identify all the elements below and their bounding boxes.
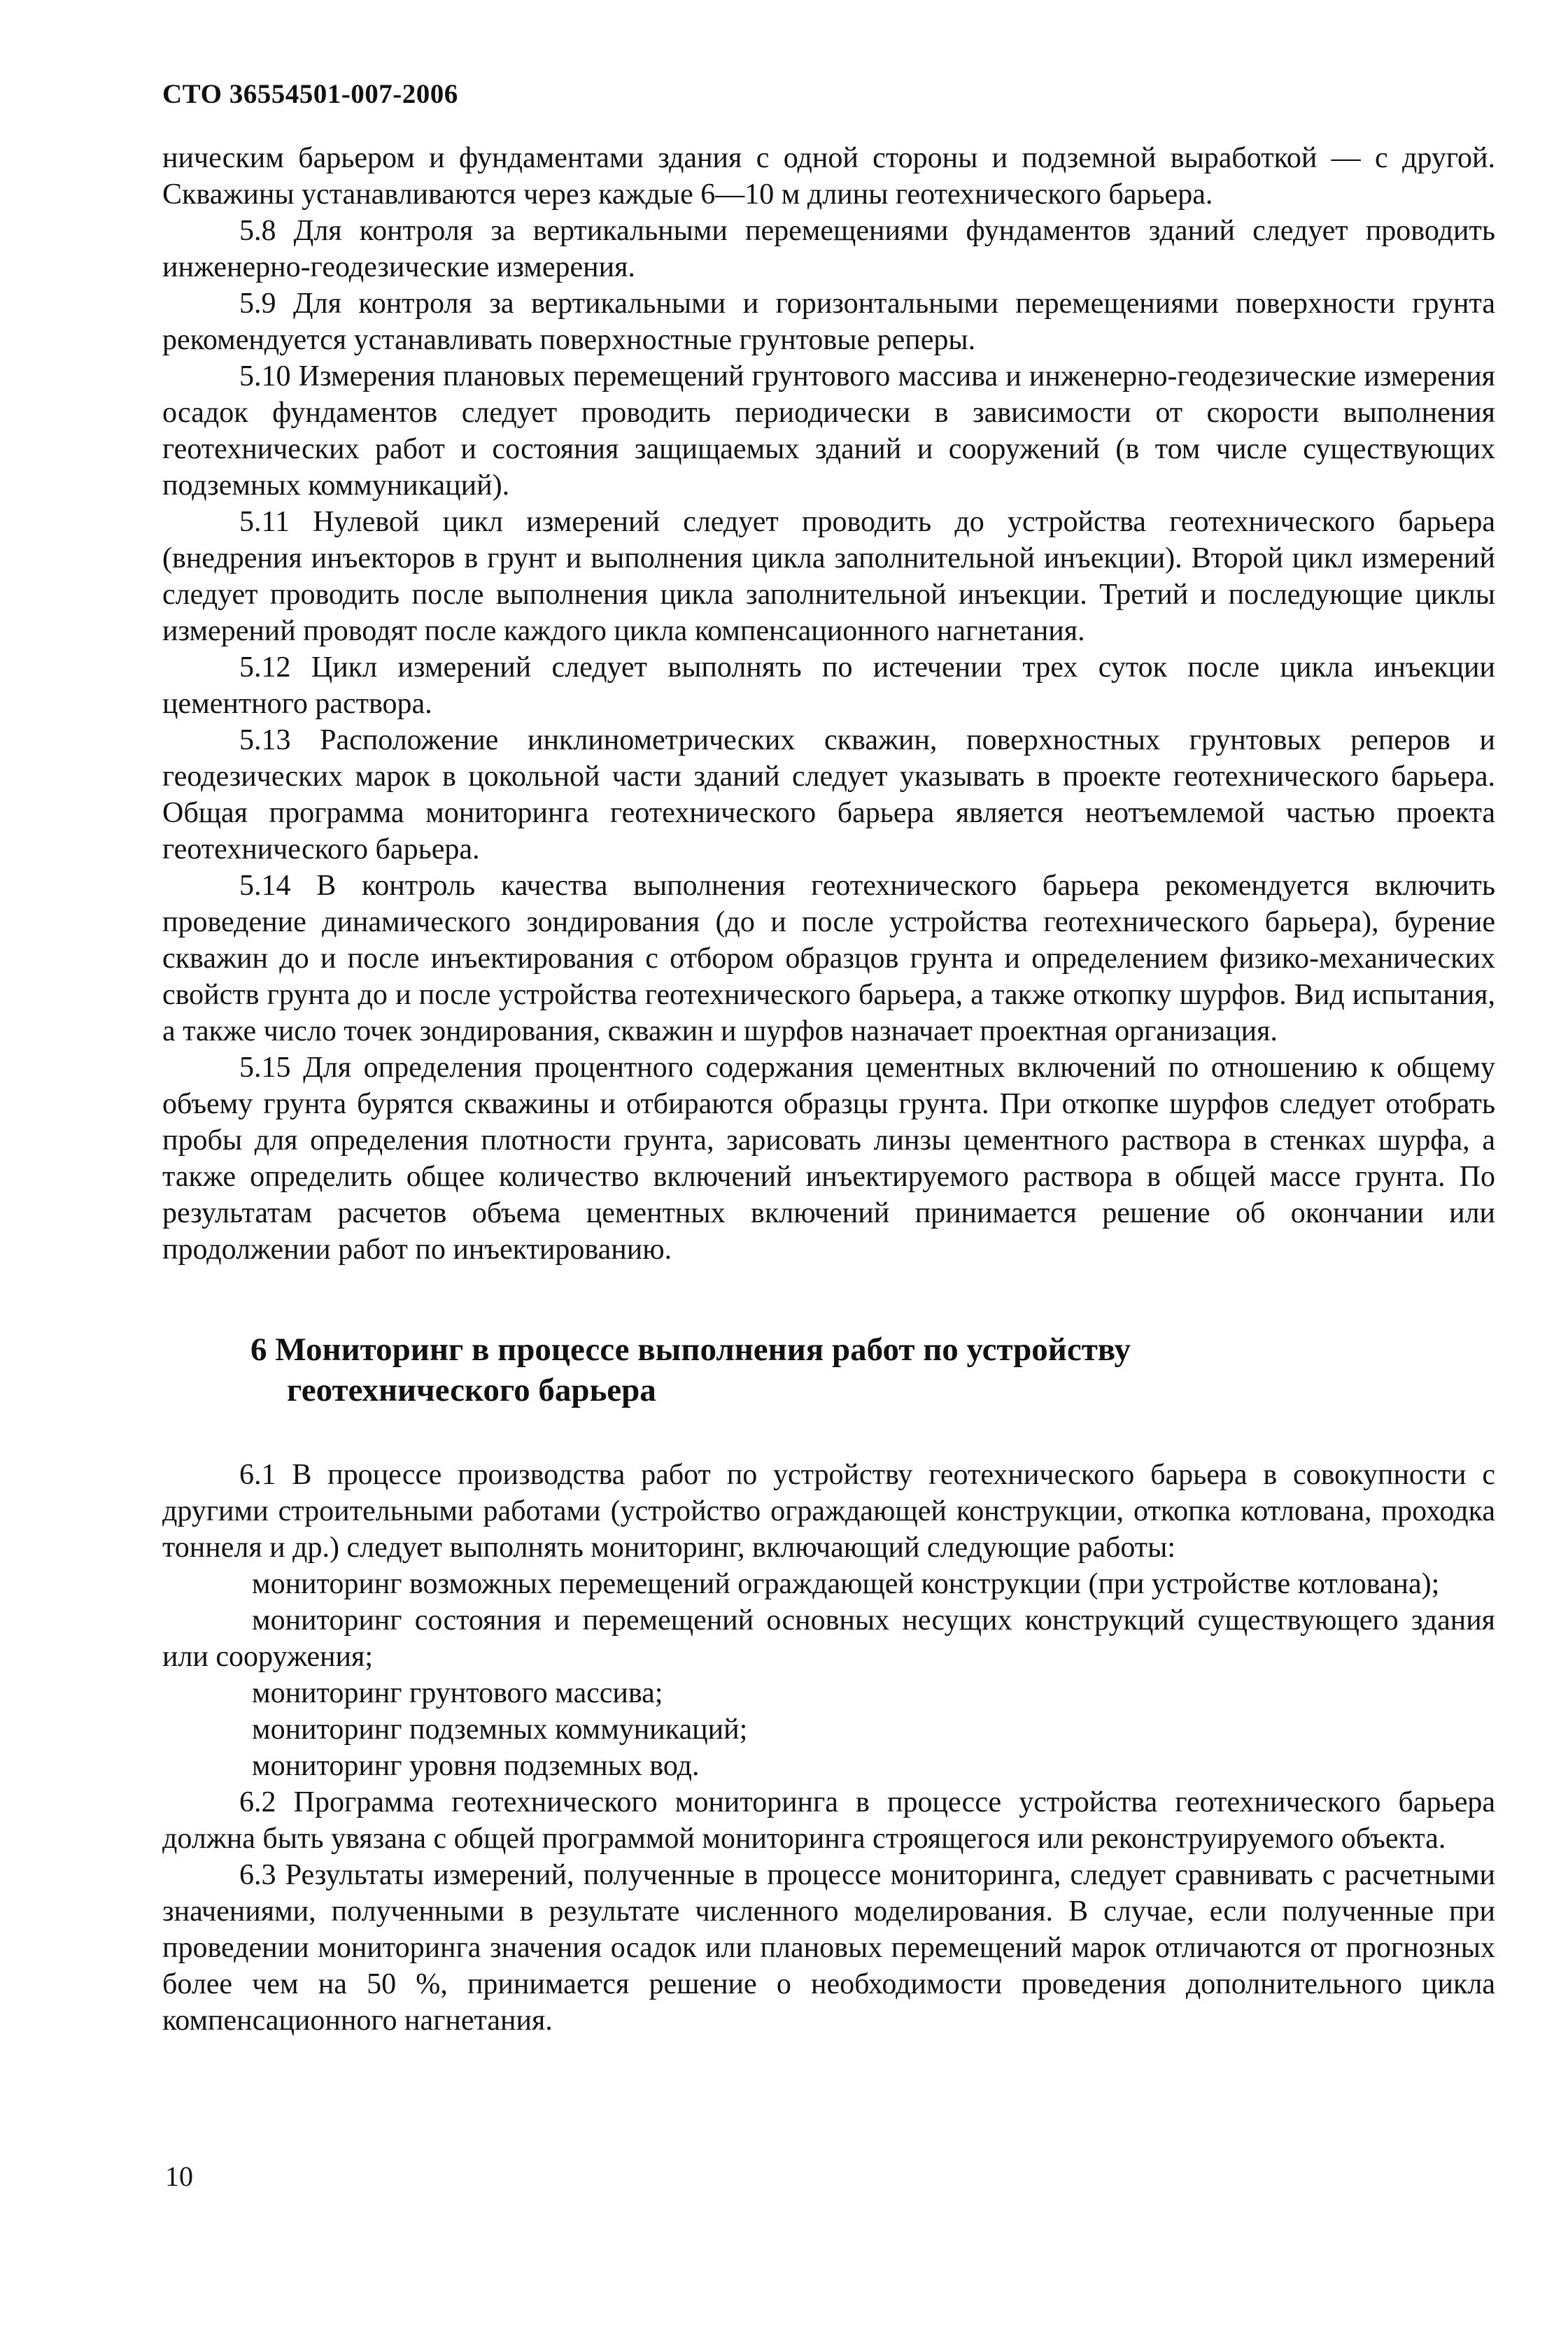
- paragraph-6-1: 6.1 В процессе производства работ по устройству геотехнического барьера в совокупности с другими строительными работами (устройство ограждающей конструкции, откопка котлована, проходка тоннеля и др.) следует выполнять мониторинг, включающий следующие работы:: [162, 1459, 1495, 1564]
- paragraph-6-2: 6.2 Программа геотехнического мониторинга в процессе устройства геотехнического барьера должна быть увязана с общей программой мониторинга строящегося или реконструируемого объекта.: [162, 1786, 1495, 1855]
- paragraph-5-11: 5.11 Нулевой цикл измерений следует проводить до устройства геотехнического барьера (внедрения инъекторов в грунт и выполнения цикла заполнительной инъекции). Второй цикл измерений следует проводить после выполнения цикла заполнительной инъекции. Третий и последующие циклы измерений проводят после каждого цикла компенсационного нагнетания.: [162, 506, 1495, 647]
- section-6-heading: [162, 1329, 1495, 1411]
- paragraph-5-7-continuation: ническим барьером и фундаментами здания с одной стороны и подземной выработкой — с другой. Скважины устанавливаются через каждые 6—10 м длины геотехнического барьера.: [162, 142, 1495, 211]
- list-item-structures-monitoring: мониторинг состояния и перемещений основных несущих конструкций существующего здания или сооружения;: [162, 1604, 1495, 1673]
- paragraph-5-13: 5.13 Расположение инклинометрических скважин, поверхностных грунтовых реперов и геодезических марок в цокольной части зданий следует указывать в проекте геотехнического барьера. Общая программа мониторинга геотехнического барьера является неотъемлемой частью проекта геотехнического барьера.: [162, 724, 1495, 865]
- paragraph-6-3: 6.3 Результаты измерений, полученные в процессе мониторинга, следует сравнивать с расчетными значениями, полученными в результате численного моделирования. В случае, если полученные при проведении мониторинга значения осадок или плановых перемещений марок отличаются от прогнозных более чем на 50 %, принимается решение о необходимости проведения дополнительного цикла компенсационного нагнетания.: [162, 1859, 1495, 2037]
- list-item-soil-monitoring: мониторинг грунтового массива;: [252, 1677, 663, 1709]
- document-body: [162, 140, 1495, 2039]
- paragraph-5-14: 5.14 В контроль качества выполнения геотехнического барьера рекомендуется включить проведение динамического зондирования (до и после устройства геотехнического барьера), бурение скважин до и после инъектирования с отбором образцов грунта и определением физико-механических свойств грунта до и после устройства геотехнического барьера, а также откопку шурфов. Вид испытания, а также число точек зондирования, скважин и шурфов назначает проектная организация.: [162, 870, 1495, 1047]
- section-6-title-line1: 6 Мониторинг в процессе выполнения работ по устройству: [250, 1331, 1131, 1368]
- section-6-title-line2: геотехнического барьера: [287, 1372, 656, 1408]
- page-number: 10: [165, 2161, 193, 2192]
- list-item-enclosure-monitoring: мониторинг возможных перемещений ограждающей конструкции (при устройстве котлована);: [252, 1568, 1440, 1600]
- paragraph-5-12: 5.12 Цикл измерений следует выполнять по истечении трех суток после цикла инъекции цементного раствора.: [162, 651, 1495, 720]
- paragraph-5-8: 5.8 Для контроля за вертикальными перемещениями фундаментов зданий следует проводить инженерно-геодезические измерения.: [162, 215, 1495, 283]
- paragraph-5-15: 5.15 Для определения процентного содержания цементных включений по отношению к общему объему грунта бурятся скважины и отбираются образцы грунта. При откопке шурфов следует отобрать пробы для определения плотности грунта, зарисовать линзы цементного раствора в стенках шурфа, а также определить общее количество включений инъектируемого раствора в общей массе грунта. По результатам расчетов объема цементных включений принимается решение об окончании или продолжении работ по инъектированию.: [162, 1052, 1495, 1266]
- document-code: СТО 36554501-007-2006: [162, 79, 458, 109]
- list-item-utilities-monitoring: мониторинг подземных коммуникаций;: [252, 1713, 748, 1746]
- paragraph-5-10: 5.10 Измерения плановых перемещений грунтового массива и инженерно-геодезические измерения осадок фундаментов следует проводить периодически в зависимости от скорости выполнения геотехнических работ и состояния защищаемых зданий и сооружений (в том числе существующих подземных коммуникаций).: [162, 360, 1495, 502]
- list-item-groundwater-monitoring: мониторинг уровня подземных вод.: [252, 1750, 700, 1782]
- paragraph-5-9: 5.9 Для контроля за вертикальными и горизонтальными перемещениями поверхности грунта рекомендуется устанавливать поверхностные грунтовые реперы.: [162, 288, 1495, 356]
